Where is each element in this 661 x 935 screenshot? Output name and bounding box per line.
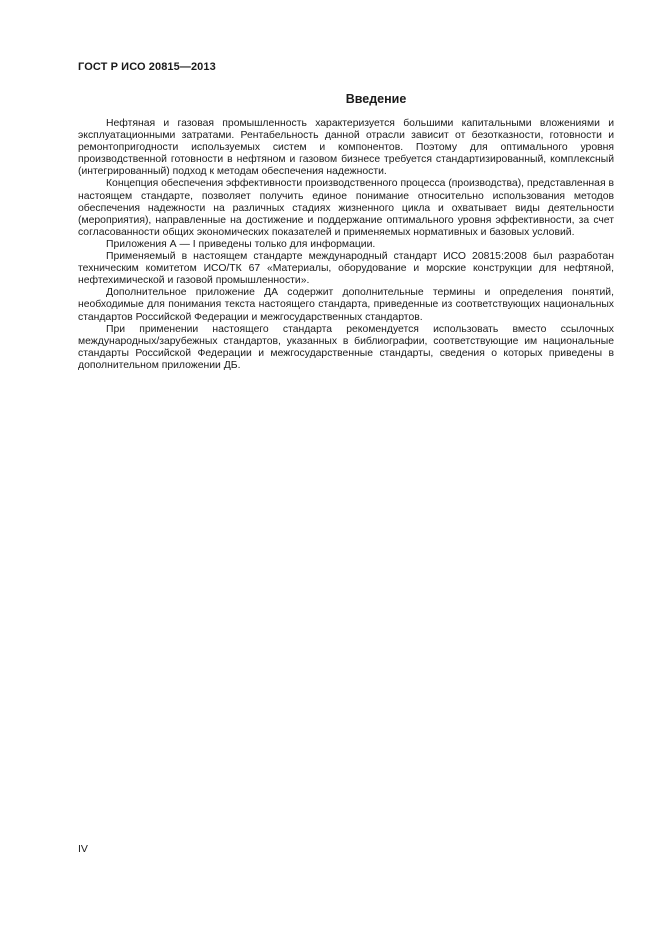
document-code-header: ГОСТ Р ИСО 20815—2013 <box>78 61 216 73</box>
paragraph-annex-da: Дополнительное приложение ДА содержит дополнительные термины и определения понятий, необходимые для понимания текста настоящего стандарта, приведенные из соответствующих национальных стандартов Российской Федерации и межгосударственных стандартов. <box>78 287 614 323</box>
paragraph-iso-standard: Применяемый в настоящем стандарте международный стандарт ИСО 20815:2008 был разработан техническим комитетом ИСО/ТК 67 «Материалы, оборудование и морские конструкции для нефтяной, нефтехимической и газовой промышленности». <box>78 251 614 287</box>
paragraph-industry: Нефтяная и газовая промышленность характеризуется большими капитальными вложениями и эксплуатационными затратами. Рентабельность данной отрасли зависит от безотказности, готовности и ремонтопригодности используемых систем и компонентов. Поэтому для оптимального уровня производственной готовности в нефтяном и газовом бизнесе требуется стандартизированный, комплексный (интегрированный) подход к методам обеспечения надежности. <box>78 118 614 178</box>
page-number: IV <box>78 843 88 855</box>
paragraph-concept: Концепция обеспечения эффективности производственного процесса (производства), представленная в настоящем стандарте, позволяет получить единое понимание относительно использования методов обеспечения надежности на различных стадиях жизненного цикла и охватывает виды деятельности (мероприятия), направленные на достижение и поддержание оптимального уровня эффективности, за счет согласованности общих экономических показателей и применяемых нормативных и базовых условий. <box>78 178 614 238</box>
section-title: Введение <box>345 92 407 106</box>
paragraph-annexes: Приложения А — I приведены только для информации. <box>106 238 376 250</box>
paragraph-application: При применении настоящего стандарта рекомендуется использовать вместо ссылочных международных/зарубежных стандартов, указанных в библиографии, соответствующие им национальные стандарты Российской Федерации и межгосударственные стандарты, сведения о которых приведены в дополнительном приложении ДБ. <box>78 323 614 371</box>
introduction-body <box>78 118 614 372</box>
